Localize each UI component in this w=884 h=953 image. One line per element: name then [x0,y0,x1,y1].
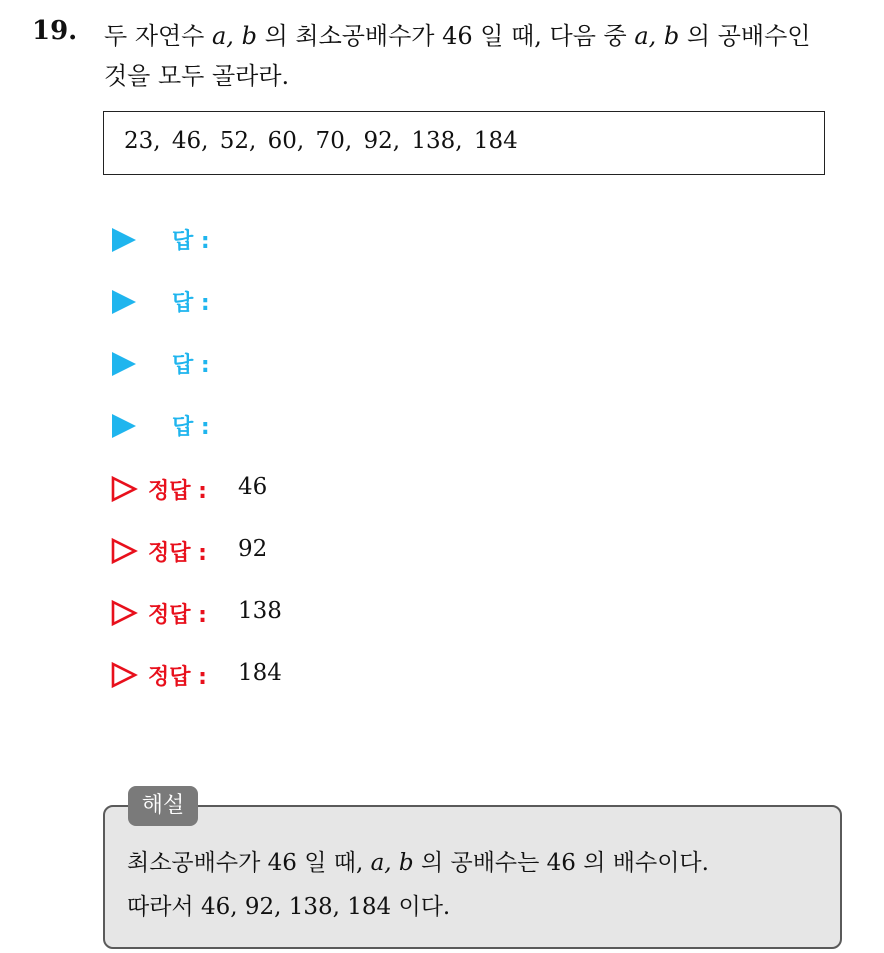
explanation-tag: 해설 [128,786,198,826]
triangle-play-icon [112,352,136,376]
answer-label: 답 : [172,229,210,254]
question-line-1-post: 의 공배수인 [679,22,811,50]
answer-label: 답 : [172,353,210,378]
solution-label: 정답 : [148,603,207,628]
triangle-outline-icon [110,537,138,565]
explanation-line-1-post: 의 공배수는 46 의 배수이다. [413,850,709,876]
explanation-line-1 [127,841,827,885]
triangle-play-icon [112,290,136,314]
choices-box [103,111,825,175]
solution-value: 138 [238,598,282,624]
solution-row [108,654,508,694]
math-variables-ab: a, b [370,850,414,876]
triangle-outline-icon [110,599,138,627]
explanation-box [103,805,842,949]
question-line-1 [104,16,874,56]
solution-value: 184 [238,660,282,686]
answer-row[interactable] [108,404,508,444]
solution-label: 정답 : [148,665,207,690]
solution-row [108,530,508,570]
answer-row[interactable] [108,280,508,320]
solution-row [108,592,508,632]
solution-value: 92 [238,536,268,562]
solution-label: 정답 : [148,479,207,504]
answer-row[interactable] [108,342,508,382]
explanation-line-1-pre: 최소공배수가 46 일 때, [127,850,371,876]
question-line-1-mid: 의 최소공배수가 46 일 때, 다음 중 [256,22,635,50]
solution-label: 정답 : [148,541,207,566]
triangle-play-icon [112,228,136,252]
explanation-text [127,841,827,929]
answer-row[interactable] [108,218,508,258]
math-variables-ab: a, b [212,22,257,50]
answer-label: 답 : [172,415,210,440]
triangle-outline-icon [110,661,138,689]
question-line-2: 것을 모두 골라라. [104,62,290,90]
solution-value: 46 [238,474,268,500]
solution-row [108,468,508,508]
math-variables-ab: a, b [634,22,680,50]
triangle-play-icon [112,414,136,438]
answer-label: 답 : [172,291,210,316]
question-number: 19. [32,16,78,46]
question-text [104,16,874,96]
explanation-line-2: 따라서 46, 92, 138, 184 이다. [127,894,451,920]
choices-list: 23, 46, 52, 60, 70, 92, 138, 184 [124,128,518,154]
triangle-outline-icon [110,475,138,503]
question-line-1-pre: 두 자연수 [104,22,212,50]
